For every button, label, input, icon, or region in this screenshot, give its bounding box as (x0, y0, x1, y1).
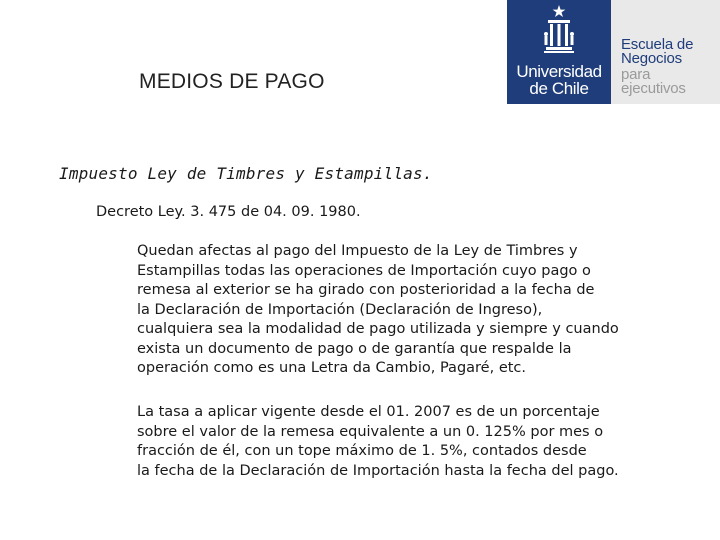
paragraph-line: La tasa a aplicar vigente desde el 01. 2007 es de un porcentaje (137, 404, 600, 420)
school-name-line4: ejecutivos (621, 80, 686, 97)
university-name-line1: Universidad (516, 62, 602, 81)
paragraph-line: remesa al exterior se ha girado con posterioridad a la fecha de (137, 282, 595, 298)
university-name-line2: de Chile (529, 79, 589, 98)
paragraph-line: la fecha de la Declaración de Importación hasta la fecha del pago. (137, 462, 619, 479)
paragraph-line: Quedan afectas al pago del Impuesto de la Ley de Timbres y (137, 243, 578, 259)
slide-title: MEDIOS DE PAGO (139, 70, 325, 93)
logo-blue-panel (507, 0, 611, 104)
university-logo (507, 0, 720, 104)
paragraph-line: fracción de él, con un tope máximo de 1. 5%, contados desde (137, 443, 587, 459)
university-crest-icon (541, 4, 577, 60)
decree-reference: Decreto Ley. 3. 475 de 04. 09. 1980. (96, 204, 361, 220)
paragraph-line: la Declaración de Importación (Declaración de Ingreso), (137, 301, 543, 318)
school-name-line3: para (621, 66, 651, 83)
school-name-line1: Escuela de (621, 36, 694, 53)
paragraph-affected-operations (137, 242, 619, 379)
paragraph-line: Estampillas todas las operaciones de Importación cuyo pago o (137, 262, 591, 279)
paragraph-line: operación como es una Letra da Cambio, Pagaré, etc. (137, 360, 527, 376)
paragraph-tax-rate (137, 403, 619, 481)
paragraph-line: exista un documento de pago o de garantía que respalde la (137, 340, 572, 357)
section-heading: Impuesto Ley de Timbres y Estampillas. (59, 164, 433, 183)
school-name-line2: Negocios (621, 50, 682, 67)
paragraph-line: sobre el valor de la remesa equivalente a un 0. 125% por mes o (137, 423, 604, 440)
paragraph-line: cualquiera sea la modalidad de pago utilizada y siempre y cuando (137, 321, 619, 337)
logo-grey-panel (611, 0, 720, 104)
